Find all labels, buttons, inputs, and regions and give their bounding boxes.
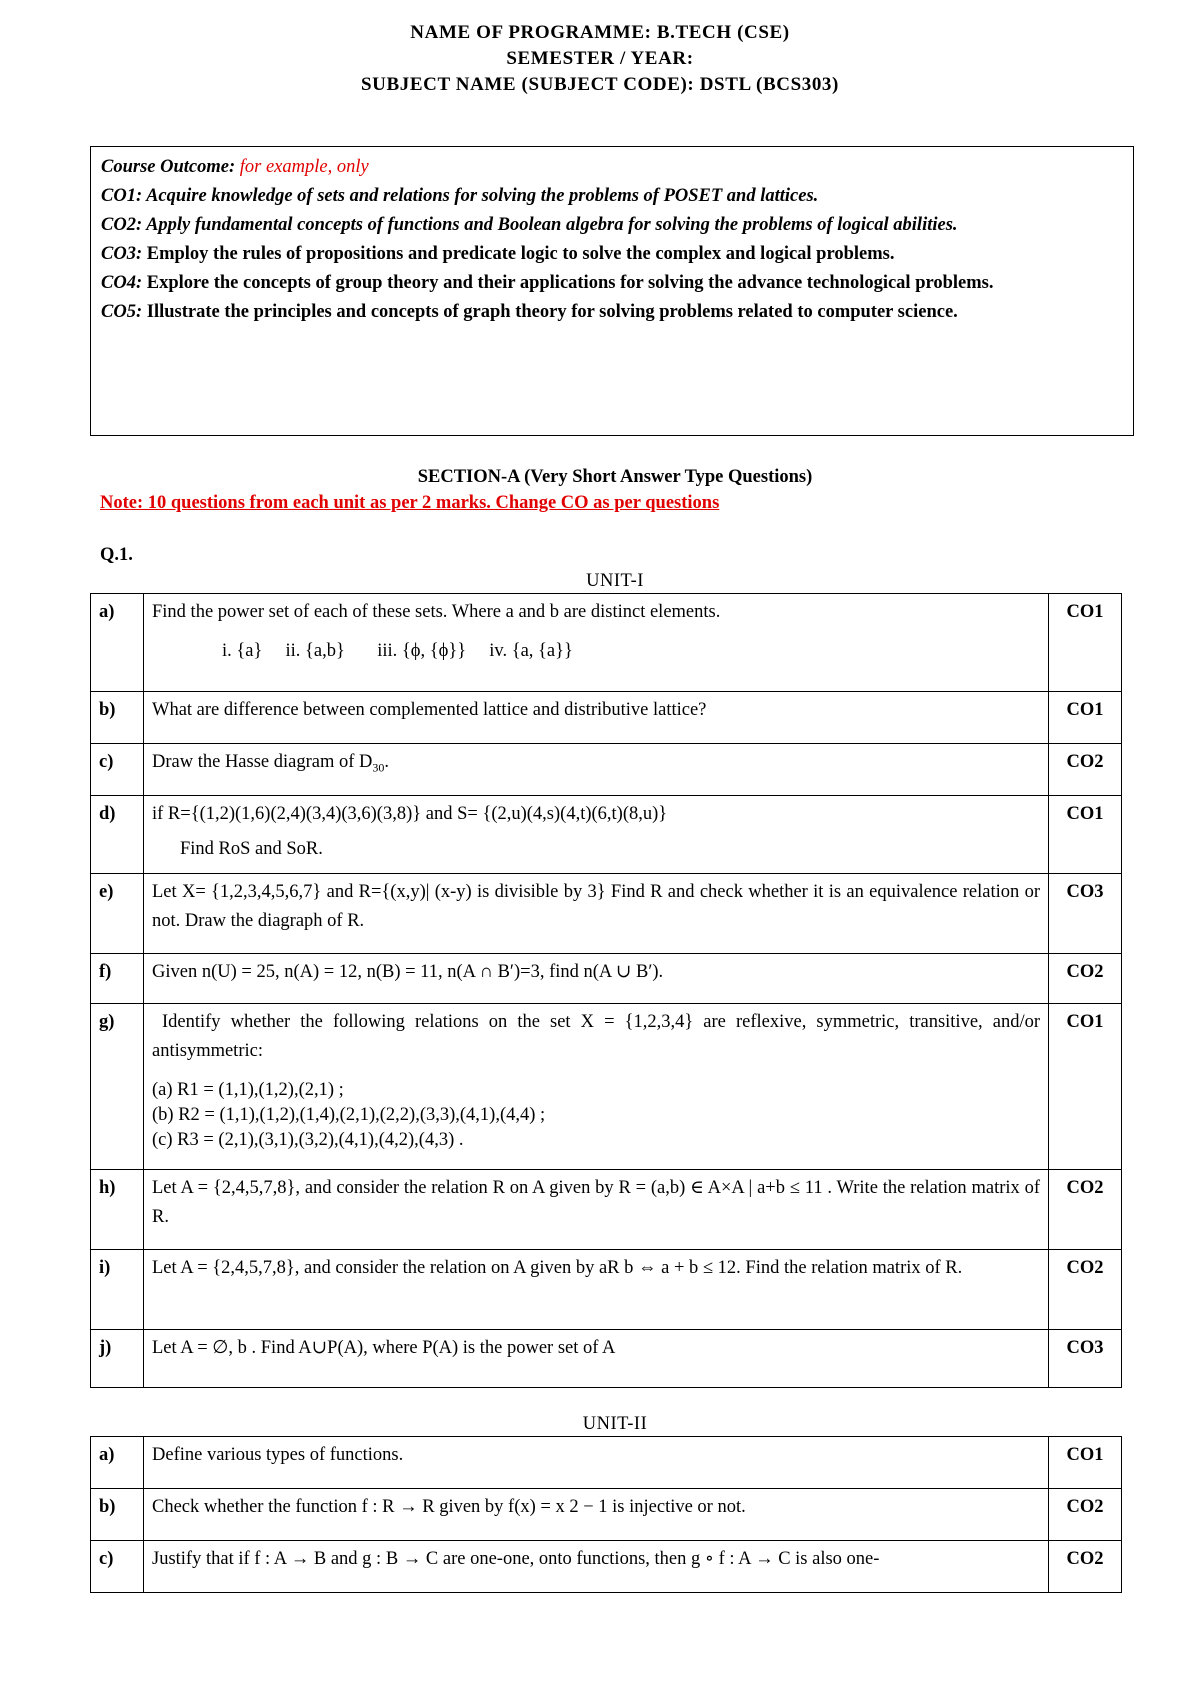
row-label: a) — [91, 594, 144, 692]
row-co: CO2 — [1049, 744, 1122, 796]
row-label: f) — [91, 954, 144, 1004]
row-question: What are difference between complemented lattice and distributive lattice? — [144, 692, 1049, 744]
row-label: c) — [91, 1541, 144, 1593]
co5-text: Illustrate the principles and concepts of graph theory for solving problems related to computer science. — [146, 302, 958, 322]
section-a-note: Note: 10 questions from each unit as per 2 marks. Change CO as per questions — [100, 493, 720, 513]
row-question: Let A = ∅, b . Find A∪P(A), where P(A) is the power set of A — [144, 1330, 1049, 1388]
programme-heading: NAME OF PROGRAMME: B.TECH (CSE) — [410, 22, 790, 43]
co1-text: Acquire knowledge of sets and relations for solving the problems of POSET and lattices. — [146, 186, 819, 206]
co5-label: CO5: — [101, 302, 143, 322]
row-question — [144, 796, 1049, 874]
row-label: d) — [91, 796, 144, 874]
table-row — [91, 594, 1122, 692]
row-co: CO1 — [1049, 796, 1122, 874]
relation-r1: (a) R1 = (1,1),(1,2),(2,1) ; — [152, 1080, 344, 1100]
section-a-title: SECTION-A (Very Short Answer Type Questions) — [417, 467, 813, 487]
row-co: CO2 — [1049, 1170, 1122, 1250]
row-question — [144, 1004, 1049, 1170]
semester-heading: SEMESTER / YEAR: — [506, 48, 694, 69]
row-co: CO2 — [1049, 1489, 1122, 1541]
row-label: e) — [91, 874, 144, 954]
table-row — [91, 1004, 1122, 1170]
row-label: b) — [91, 1489, 144, 1541]
row-label: j) — [91, 1330, 144, 1388]
row-label: g) — [91, 1004, 144, 1170]
table-row — [91, 1250, 1122, 1330]
question-text-end: . — [384, 752, 390, 772]
row-question: Check whether the function f : R → R given by f(x) = x 2 − 1 is injective or not. — [144, 1489, 1049, 1541]
question-text: Identify whether the following relations on the set X = {1,2,3,4} are reflexive, symmetric, transitive, and/or antisymmetric: — [152, 1012, 1040, 1061]
unit-2-title: UNIT-II — [582, 1414, 648, 1434]
table-row — [91, 744, 1122, 796]
question-subparts: i. {a} ii. {a,b} iii. {ϕ, {ϕ}} iv. {a, {a}} — [222, 641, 573, 661]
row-co: CO1 — [1049, 1004, 1122, 1170]
row-question: Let A = {2,4,5,7,8}, and consider the relation on A given by aR b ⇔ a + b ≤ 12. Find the relation matrix of R. — [144, 1250, 1049, 1330]
row-co: CO2 — [1049, 1250, 1122, 1330]
table-row — [91, 796, 1122, 874]
subscript: 30 — [372, 760, 385, 775]
row-label: h) — [91, 1170, 144, 1250]
relation-r2: (b) R2 = (1,1),(1,2),(1,4),(2,1),(2,2),(3,3),(4,1),(4,4) ; — [152, 1105, 546, 1125]
table-row — [91, 874, 1122, 954]
question-label: Q.1. — [100, 545, 133, 565]
row-question: Let A = {2,4,5,7,8}, and consider the relation R on A given by R = (a,b) ∈ A×A | a+b ≤ 11 . Write the relation matrix of R. — [144, 1170, 1049, 1250]
table-row — [91, 1437, 1122, 1489]
table-row — [91, 954, 1122, 1004]
co2-text: Apply fundamental concepts of functions and Boolean algebra for solving the problems of logical abilities. — [146, 215, 958, 235]
co4-label: CO4: — [101, 273, 143, 293]
subject-heading: SUBJECT NAME (SUBJECT CODE): DSTL (BCS303) — [361, 74, 839, 95]
row-label: i) — [91, 1250, 144, 1330]
table-row — [91, 692, 1122, 744]
table-row — [91, 1489, 1122, 1541]
row-label: b) — [91, 692, 144, 744]
question-text: Find the power set of each of these sets. Where a and b are distinct elements. — [152, 602, 721, 622]
unit-1-table — [90, 593, 1122, 1388]
table-row — [91, 1541, 1122, 1593]
table-row — [91, 1170, 1122, 1250]
row-co: CO3 — [1049, 874, 1122, 954]
course-outcome-box — [90, 146, 1134, 436]
row-co: CO1 — [1049, 1437, 1122, 1489]
co3-text: Employ the rules of propositions and predicate logic to solve the complex and logical problems. — [146, 244, 895, 264]
row-question — [144, 744, 1049, 796]
question-text: Draw the Hasse diagram of D — [152, 752, 373, 772]
row-label: a) — [91, 1437, 144, 1489]
question-subtext: Find RoS and SoR. — [180, 839, 323, 859]
unit-2-table — [90, 1436, 1122, 1593]
relation-r3: (c) R3 = (2,1),(3,1),(3,2),(4,1),(4,2),(4,3) . — [152, 1130, 464, 1150]
row-question: Let X= {1,2,3,4,5,6,7} and R={(x,y)| (x-y) is divisible by 3} Find R and check whether it is an equivalence relation or not. Draw the diagraph of R. — [144, 874, 1049, 954]
row-co: CO2 — [1049, 1541, 1122, 1593]
course-outcome-label: Course Outcome: — [101, 157, 236, 177]
example-note: for example, only — [239, 157, 369, 177]
row-co: CO2 — [1049, 954, 1122, 1004]
row-question — [144, 594, 1049, 692]
table-row — [91, 1330, 1122, 1388]
co3-label: CO3: — [101, 244, 143, 264]
row-question: Justify that if f : A → B and g : B → C are one-one, onto functions, then g ∘ f : A → C is also one- — [144, 1541, 1049, 1593]
row-label: c) — [91, 744, 144, 796]
row-question: Define various types of functions. — [144, 1437, 1049, 1489]
row-co: CO1 — [1049, 594, 1122, 692]
unit-1-title: UNIT-I — [586, 571, 644, 591]
co4-text: Explore the concepts of group theory and their applications for solving the advance technological problems. — [146, 273, 994, 293]
row-co: CO1 — [1049, 692, 1122, 744]
co1-label: CO1: — [101, 186, 143, 206]
row-question: Given n(U) = 25, n(A) = 12, n(B) = 11, n(A ∩ B′)=3, find n(A ∪ B′). — [144, 954, 1049, 1004]
question-text: if R={(1,2)(1,6)(2,4)(3,4)(3,6)(3,8)} and S= {(2,u)(4,s)(4,t)(6,t)(8,u)} — [152, 804, 668, 824]
co2-label: CO2: — [101, 215, 143, 235]
row-co: CO3 — [1049, 1330, 1122, 1388]
